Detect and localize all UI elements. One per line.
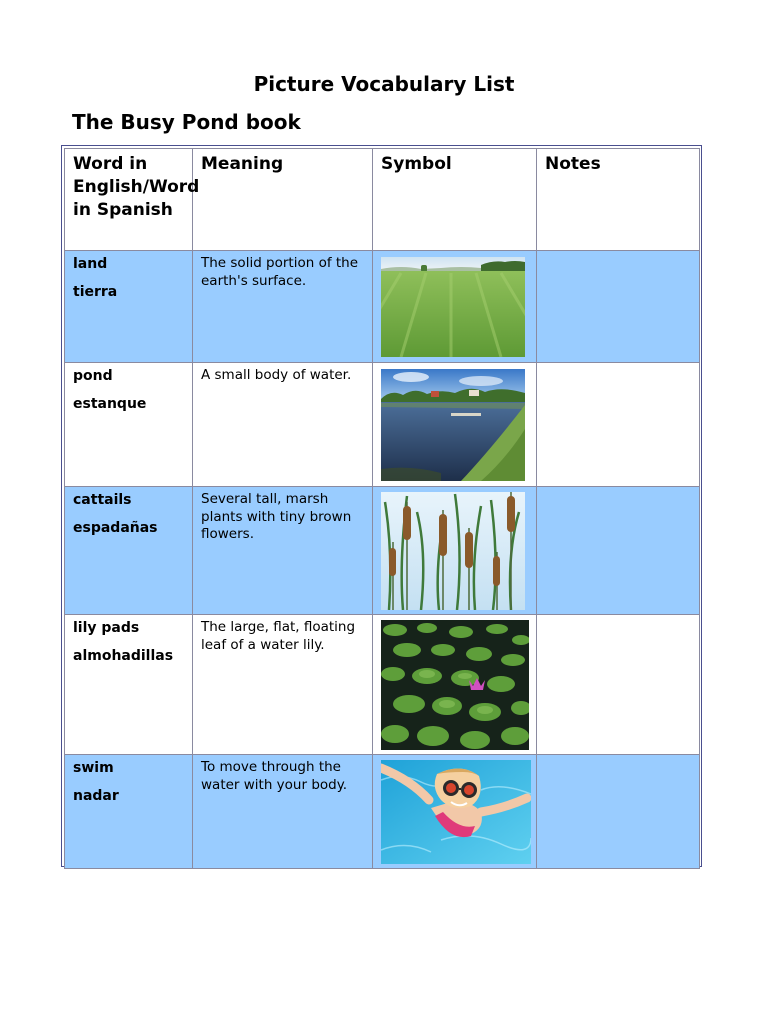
english-word: pond (73, 368, 113, 384)
meaning-text: The solid portion of the earth's surface. (201, 255, 359, 289)
english-word: lily pads (73, 620, 140, 636)
spanish-word: estanque (73, 396, 147, 412)
meaning-cell (193, 615, 373, 755)
symbol-cell (373, 363, 537, 487)
notes-cell (537, 615, 700, 755)
meaning-text: Several tall, marsh plants with tiny brown flowers. (201, 491, 352, 542)
spanish-word: espadañas (73, 520, 158, 536)
header-symbol: Symbol (373, 149, 537, 251)
meaning-cell (193, 251, 373, 363)
symbol-cell (373, 755, 537, 869)
word-cell (65, 251, 193, 363)
symbol-cell (373, 615, 537, 755)
notes-cell (537, 487, 700, 615)
meaning-text: To move through the water with your body. (201, 759, 348, 793)
cattails-photo (381, 492, 525, 610)
word-cell (65, 487, 193, 615)
meaning-cell (193, 487, 373, 615)
english-word: land (73, 256, 108, 272)
table-row (65, 363, 700, 487)
vocabulary-table (64, 148, 700, 869)
spanish-word: almohadillas (73, 648, 174, 664)
table-row (65, 251, 700, 363)
pond-photo (381, 369, 525, 481)
swim-photo (381, 760, 531, 864)
notes-cell (537, 755, 700, 869)
lily-pads-photo (381, 620, 529, 750)
land-photo (381, 257, 525, 357)
meaning-cell (193, 363, 373, 487)
table-header-row (65, 149, 700, 251)
table-row (65, 487, 700, 615)
page-title: Picture Vocabulary List (253, 72, 515, 96)
meaning-text: The large, flat, floating leaf of a water lily. (201, 619, 356, 653)
notes-cell (537, 251, 700, 363)
table-row (65, 615, 700, 755)
word-cell (65, 755, 193, 869)
header-notes: Notes (537, 149, 700, 251)
vocabulary-table-frame (61, 145, 702, 867)
symbol-cell (373, 487, 537, 615)
word-cell (65, 363, 193, 487)
header-word: Word in English/Word in Spanish (65, 149, 193, 251)
notes-cell (537, 363, 700, 487)
symbol-cell (373, 251, 537, 363)
meaning-cell (193, 755, 373, 869)
english-word: swim (73, 760, 114, 776)
spanish-word: tierra (73, 284, 118, 300)
page-subtitle: The Busy Pond book (72, 110, 301, 134)
header-meaning: Meaning (193, 149, 373, 251)
english-word: cattails (73, 492, 132, 508)
spanish-word: nadar (73, 788, 119, 804)
table-row (65, 755, 700, 869)
word-cell (65, 615, 193, 755)
meaning-text: A small body of water. (201, 367, 352, 383)
